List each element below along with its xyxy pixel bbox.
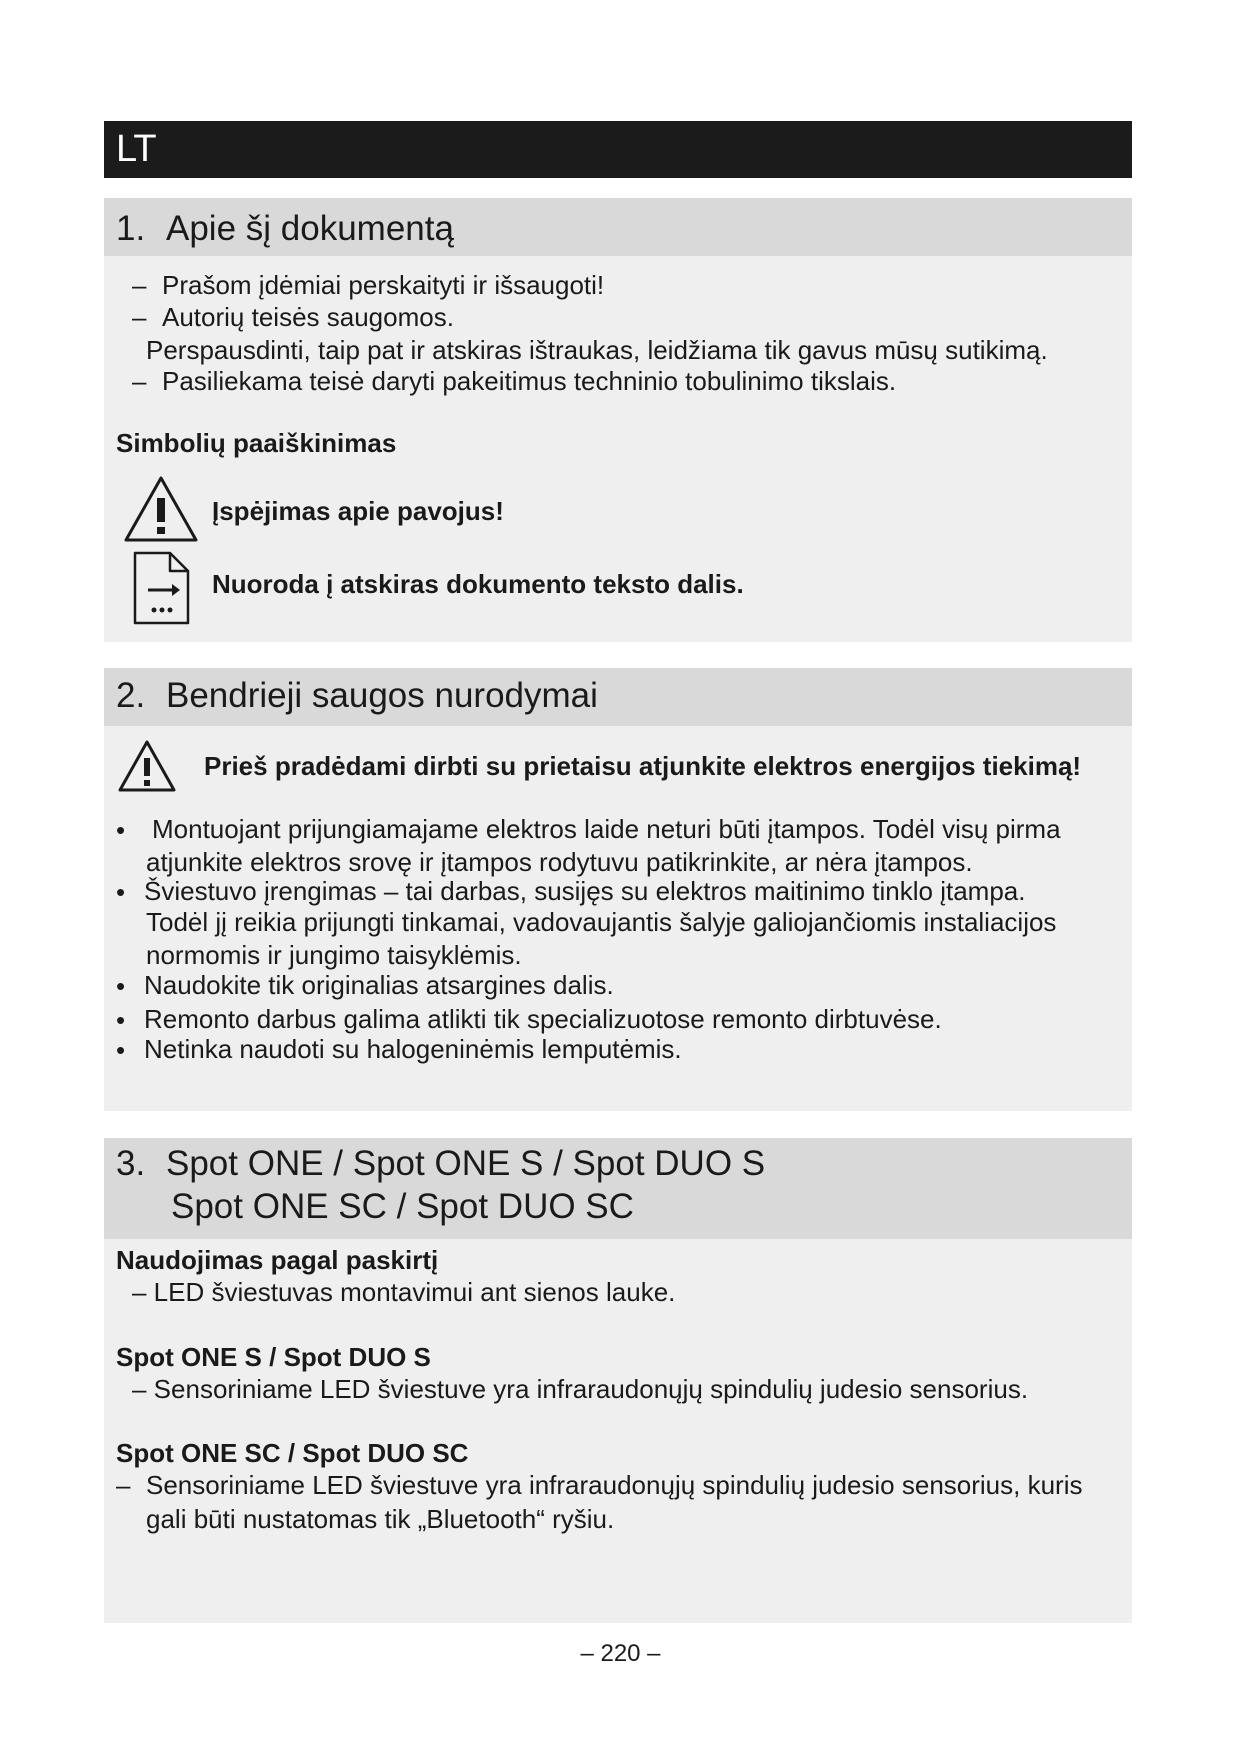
bullet-line: Netinka naudoti su halogeninėmis lemputėmis.: [144, 1034, 682, 1064]
bullet-line: Šviestuvo įrengimas – tai darbas, susijęs su elektros maitinimo tinklo įtampa.: [144, 876, 1026, 906]
warning-triangle-icon: [122, 474, 200, 544]
spot-sc-dash: –: [116, 1470, 131, 1500]
section-2-number: 2.: [116, 676, 146, 715]
dash-marker: –: [132, 302, 147, 332]
language-code: LT: [116, 128, 156, 170]
section-3-heading: [104, 1138, 1132, 1239]
bullet-marker: •: [116, 815, 126, 845]
spot-s-text: – Sensoriniame LED šviestuve yra infraraudonųjų spindulių judesio sensorius.: [132, 1374, 1029, 1404]
warning-triangle-icon: [116, 738, 178, 794]
power-off-warning: Prieš pradėdami dirbti su prietaisu atjunkite elektros energijos tiekimą!: [204, 751, 1082, 781]
spot-sc-text-line-2: gali būti nustatomas tik „Bluetooth“ ryšiu.: [146, 1504, 615, 1534]
bullet-marker: •: [116, 971, 126, 1001]
symbol-warning-label: Įspėjimas apie pavojus!: [212, 496, 504, 526]
list-item: [132, 365, 896, 397]
section-1-title: Apie šį dokumentą: [166, 209, 454, 248]
bullet-line: Remonto darbus galima atlikti tik specializuotose remonto dirbtuvėse.: [144, 1004, 942, 1034]
bullet-line: atjunkite elektros srovę ir įtampos rodytuvu patikrinkite, ar nėra įtampos.: [146, 847, 973, 877]
section-2-title: Bendrieji saugos nurodymai: [166, 676, 598, 715]
section-3-title-line-2: Spot ONE SC / Spot DUO SC: [171, 1187, 634, 1226]
list-item-continuation: Perspausdinti, taip pat ir atskiras ištraukas, leidžiama tik gavus mūsų sutikimą.: [146, 335, 1048, 365]
language-bar: [104, 121, 1132, 178]
page-number: – 220 –: [580, 1640, 661, 1667]
bullet-marker: •: [116, 877, 126, 907]
document-reference-icon: [132, 550, 192, 626]
section-2-heading: [104, 668, 1132, 726]
section-3-title-line-1: [116, 1142, 1132, 1185]
section-3-title: Spot ONE / Spot ONE S / Spot DUO S: [166, 1144, 766, 1183]
spot-sc-text-line-1: Sensoriniame LED šviestuve yra infraraudonųjų spindulių judesio sensorius, kuris: [146, 1470, 1083, 1500]
bullet-line: Montuojant prijungiamajame elektros laide neturi būti įtampos. Todėl visų pirma: [152, 814, 1061, 844]
symbols-heading: Simbolių paaiškinimas: [116, 428, 397, 458]
bullet-line: normomis ir jungimo taisyklėmis.: [146, 940, 522, 970]
bullet-line: Todėl jį reikia prijungti tinkamai, vadovaujantis šalyje galiojančiomis instaliacijos: [146, 907, 1057, 937]
spot-sc-heading: Spot ONE SC / Spot DUO SC: [116, 1438, 469, 1468]
section-spot-products: [104, 1138, 1132, 1623]
bullet-marker: •: [116, 1035, 126, 1065]
spot-s-heading: Spot ONE S / Spot DUO S: [116, 1342, 431, 1372]
section-1-heading: [104, 198, 1132, 256]
list-item-text: Pasiliekama teisė daryti pakeitimus techninio tobulinimo tikslais.: [162, 366, 897, 396]
symbol-reference-label: Nuoroda į atskiras dokumento teksto dalis.: [212, 569, 744, 599]
section-1-number: 1.: [116, 209, 146, 248]
intended-use-text: – LED šviestuvas montavimui ant sienos lauke.: [132, 1277, 676, 1307]
list-item: [132, 269, 604, 301]
list-item-text: Prašom įdėmiai perskaityti ir išsaugoti!: [162, 270, 605, 300]
list-item-text: Autorių teisės saugomos.: [162, 302, 454, 332]
section-3-number: 3.: [116, 1144, 146, 1183]
section-about-document: [104, 198, 1132, 642]
bullet-line: Naudokite tik originalias atsargines dalis.: [144, 970, 614, 1000]
list-item: [132, 301, 454, 333]
dash-marker: –: [132, 270, 147, 300]
section-safety-instructions: [104, 668, 1132, 1111]
bullet-marker: •: [116, 1005, 126, 1035]
intended-use-heading: Naudojimas pagal paskirtį: [116, 1245, 439, 1275]
dash-marker: –: [132, 366, 147, 396]
